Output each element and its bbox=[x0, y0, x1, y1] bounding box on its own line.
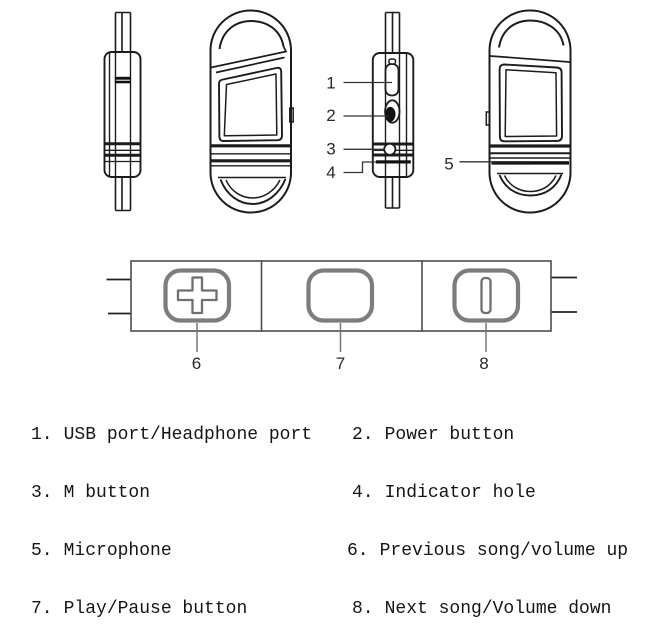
legend-item-number: 5. bbox=[31, 541, 53, 561]
clip-stripes-thin bbox=[212, 154, 291, 178]
legend-item-3 bbox=[31, 484, 150, 502]
screen bbox=[505, 70, 556, 137]
legend-item-4 bbox=[352, 484, 536, 502]
clip-arch bbox=[220, 21, 284, 49]
legend-item-number: 4. bbox=[352, 483, 374, 503]
screen bbox=[224, 74, 276, 136]
side-button-tab bbox=[486, 112, 489, 125]
legend-item-5 bbox=[31, 542, 172, 560]
device-side-view-left bbox=[105, 13, 141, 211]
legend-item-number: 7. bbox=[31, 599, 53, 619]
leader-line-4 bbox=[344, 162, 376, 173]
callout-4: 4 bbox=[326, 163, 336, 182]
play-pause-button bbox=[309, 271, 373, 321]
earphone-wire-left bbox=[107, 280, 132, 314]
callout-6: 6 bbox=[191, 354, 202, 373]
bottom-plug bbox=[386, 177, 400, 208]
device-front-view-mic bbox=[486, 11, 570, 213]
legend-item-8 bbox=[352, 600, 611, 618]
legend-item-label: Next song/Volume down bbox=[384, 599, 612, 619]
callout-1: 1 bbox=[326, 73, 336, 93]
power-button-knob bbox=[385, 107, 395, 122]
legend-item-label: Previous song/volume up bbox=[379, 541, 629, 561]
legend-item-label: M button bbox=[63, 483, 151, 503]
legend-item-7 bbox=[31, 600, 247, 618]
callout-2: 2 bbox=[326, 106, 336, 125]
port-slot bbox=[115, 77, 131, 80]
clip-arch bbox=[499, 21, 564, 48]
legend-item-label: Microphone bbox=[63, 541, 172, 561]
screen-bezel bbox=[500, 65, 562, 142]
clip-lower-arch-inner bbox=[505, 176, 557, 192]
legend-item-1 bbox=[31, 426, 312, 444]
clip-lower-arch bbox=[221, 179, 286, 204]
clip-lower-arch-inner bbox=[226, 180, 280, 198]
indicator-hole bbox=[376, 160, 411, 163]
device-front-view bbox=[211, 11, 294, 213]
bar-icon bbox=[482, 278, 491, 313]
legend-item-6 bbox=[347, 542, 628, 560]
legend-item-2 bbox=[352, 426, 514, 444]
legend-item-number: 6. bbox=[347, 541, 369, 561]
top-plug bbox=[386, 13, 400, 54]
remote-control-bar bbox=[107, 261, 578, 373]
device-side-view-controls bbox=[373, 13, 414, 209]
port-notch bbox=[389, 59, 396, 64]
top-plug bbox=[116, 13, 131, 53]
callout-3: 3 bbox=[326, 139, 336, 159]
callout-7: 7 bbox=[335, 354, 346, 373]
usb-headphone-port bbox=[386, 64, 399, 96]
bottom-plug bbox=[116, 177, 131, 211]
callout-8: 8 bbox=[479, 354, 489, 373]
legend-item-label: Play/Pause button bbox=[63, 599, 248, 619]
earphone-wire-right bbox=[551, 278, 577, 313]
legend-item-label: Power button bbox=[384, 425, 515, 445]
legend-item-number: 1. bbox=[31, 425, 53, 445]
body-seam-lines bbox=[110, 53, 131, 176]
legend-item-number: 8. bbox=[352, 599, 374, 619]
port-slot bbox=[115, 81, 131, 84]
legend-item-number: 2. bbox=[352, 425, 374, 445]
m-button bbox=[384, 144, 395, 155]
legend-item-number: 3. bbox=[31, 483, 53, 503]
clip-lower-arch bbox=[500, 175, 562, 196]
legend-item-label: Indicator hole bbox=[384, 483, 536, 503]
legend-item-label: USB port/Headphone port bbox=[63, 425, 313, 445]
callout-5: 5 bbox=[444, 154, 454, 174]
clip-edge bbox=[491, 56, 570, 62]
clip-stripes-thin2 bbox=[490, 158, 571, 174]
